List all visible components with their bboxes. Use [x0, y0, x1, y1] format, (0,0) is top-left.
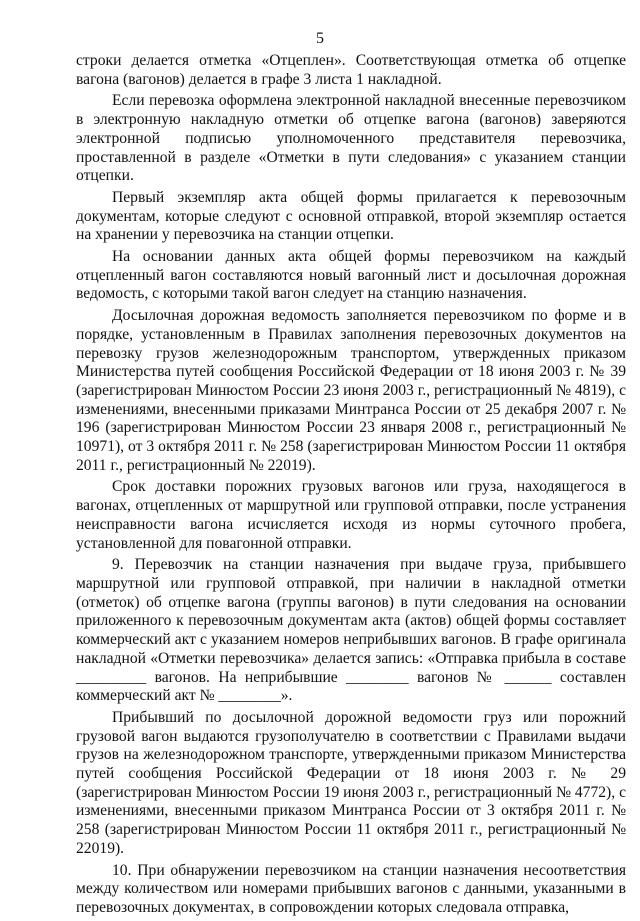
paragraph: Срок доставки порожних грузовых вагонов или груза, находящегося в вагонах, отцепленных от маршрутной или групповой отправки, после устранения неисправности вагона исчисляется исходя из нормы суточного пробега, установленной для повагонной отправки. [76, 478, 626, 552]
document-body [76, 52, 626, 921]
paragraph: На основании данных акта общей формы перевозчиком на каждый отцепленный вагон составляются новый вагонный лист и досылочная дорожная ведомость, с которыми такой вагон следует на станцию назначения. [76, 248, 626, 303]
paragraph: строки делается отметка «Отцеплен». Соответствующая отметка об отцепке вагона (вагонов) делается в графе 3 листа 1 накладной. [76, 52, 626, 88]
paragraph: Досылочная дорожная ведомость заполняется перевозчиком по форме и в порядке, установленным в Правилах заполнения перевозочных документов на перевозку грузов железнодорожным транспортом, утвержденных приказом Министерства путей сообщения Российской Федерации от 18 июня 2003 г. № 39 (зарегистрирован Минюстом России 23 июня 2003 г., регистрационный № 4819), с изменениями, внесенными приказами Минтранса России от 25 декабря 2007 г. № 196 (зарегистрирован Минюстом России 23 января 2008 г., регистрационный № 10971), от 3 октября 2011 г. № 258 (зарегистрирован Минюстом России 11 октября 2011 г., регистрационный № 22019). [76, 307, 626, 474]
paragraph: Прибывший по досылочной дорожной ведомости груз или порожний грузовой вагон выдаются грузополучателю в соответствии с Правилами выдачи грузов на железнодорожном транспорте, утвержденными приказом Министерства путей сообщения Российской Федерации от 18 июня 2003 г. № 29 (зарегистрирован Минюстом России 19 июня 2003 г., регистрационный № 4772), с изменениями, внесенными приказом Минтранса России от 3 октября 2011 г. № 258 (зарегистрирован Минюстом России 11 октября 2011 г., регистрационный № 22019). [76, 708, 626, 857]
page-number: 5 [316, 30, 324, 47]
paragraph: 10. При обнаружении перевозчиком на станции назначения несоответствия между количеством или номерами прибывших вагонов с данными, указанными в перевозочных документах, в сопровождении которых следовала отправка, [76, 861, 626, 916]
paragraph: 9. Перевозчик на станции назначения при выдаче груза, прибывшего маршрутной или групповой отправкой, при наличии в накладной отметки (отметок) об отцепке вагона (группы вагонов) в пути следования на основании приложенного к перевозочным документам акта (актов) общей формы составляет коммерческий акт с указанием номеров неприбывших вагонов. В графе оригинала накладной «Отметки перевозчика» делается запись: «Отправка прибыла в составе _________ вагонов. На неприбывшие ________ вагонов № ______ составлен коммерческий акт № ________». [76, 556, 626, 705]
paragraph: Первый экземпляр акта общей формы прилагается к перевозочным документам, которые следуют с основной отправкой, второй экземпляр остается на хранении у перевозчика на станции отцепки. [76, 188, 626, 244]
paragraph: Если перевозка оформлена электронной накладной внесенные перевозчиком в электронную накладную отметки об отцепке вагона (вагонов) заверяются электронной подписью уполномоченного представителя перевозчика, проставленной в разделе «Отметки в пути следования» с указанием станции отцепки. [76, 92, 626, 185]
